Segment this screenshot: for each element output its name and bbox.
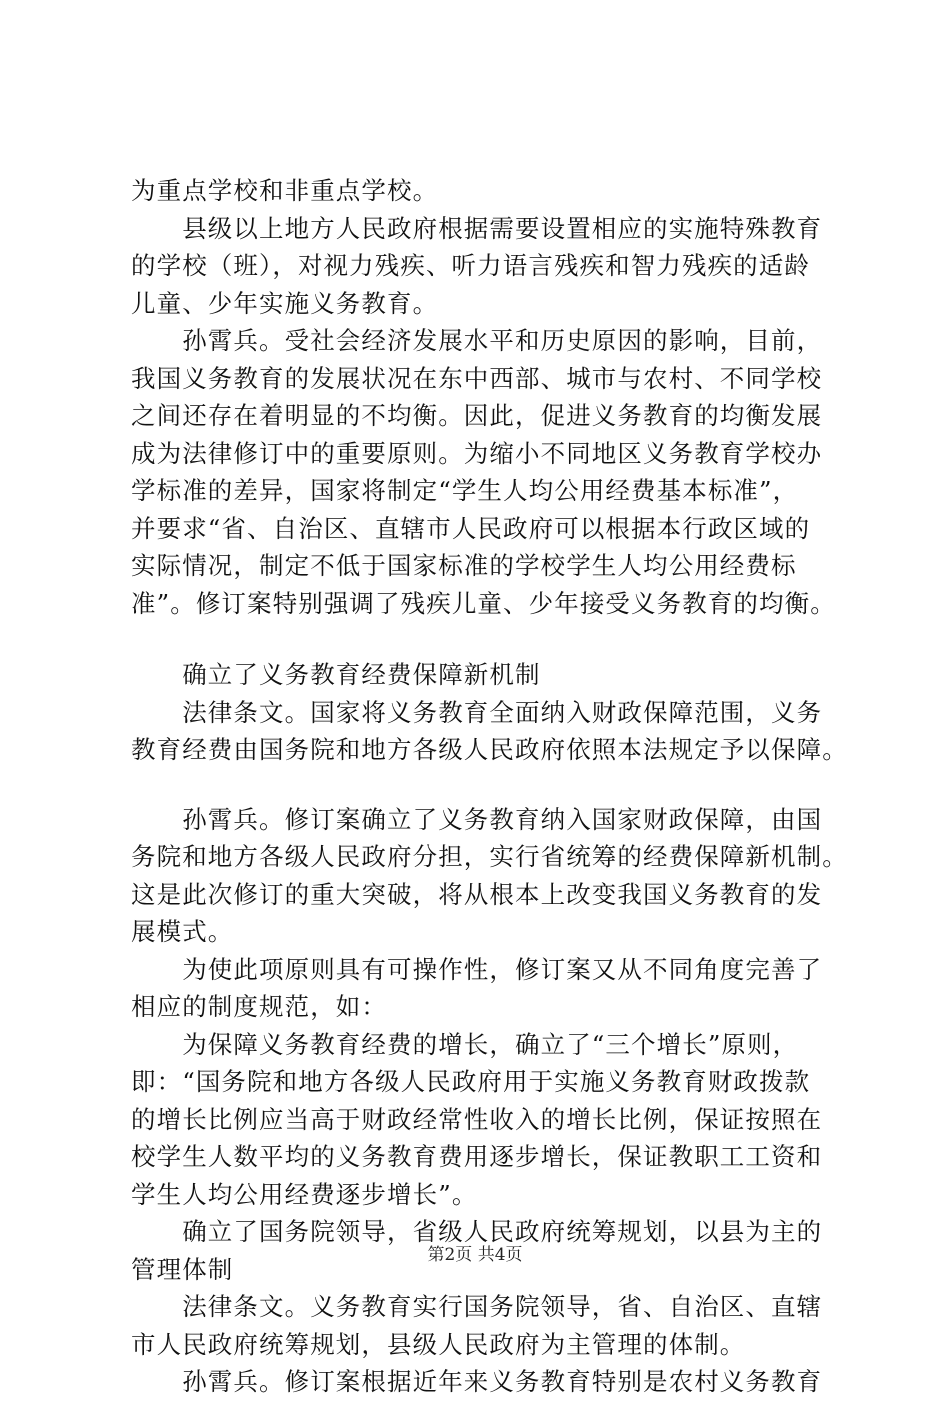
text-line: 务院和地方各级人民政府分担，实行省统筹的经费保障新机制。 bbox=[131, 842, 848, 871]
section-heading: 确立了义务教育经费保障新机制 bbox=[131, 660, 541, 689]
text-line: 儿童、少年实施义务教育。 bbox=[131, 288, 439, 318]
text-line: 为重点学校和非重点学校。 bbox=[131, 176, 439, 205]
text-line: 展模式。 bbox=[131, 917, 234, 946]
text-line: 市人民政府统筹规划，县级人民政府为主管理的体制。 bbox=[131, 1329, 746, 1359]
text-line: 实际情况，制定不低于国家标准的学校学生人均公用经费标 bbox=[131, 551, 797, 580]
text-line: 孙霄兵。修订案根据近年来义务教育特别是农村义务教育 bbox=[131, 1367, 823, 1396]
text-line: 的学校（班），对视力残疾、听力语言残疾和智力残疾的适龄 bbox=[131, 251, 810, 280]
text-line: 为使此项原则具有可操作性，修订案又从不同角度完善了 bbox=[131, 954, 823, 984]
paragraph-gap bbox=[131, 622, 841, 656]
text-line: 县级以上地方人民政府根据需要设置相应的实施特殊教育 bbox=[131, 213, 823, 243]
text-line: 确立了国务院领导，省级人民政府统筹规划，以县为主的 bbox=[131, 1217, 823, 1246]
text-line: 法律条文。义务教育实行国务院领导，省、自治区、直辖 bbox=[131, 1292, 823, 1321]
text-line: 教育经费由国务院和地方各级人民政府依照本法规定予以保障。 bbox=[131, 735, 848, 764]
body-text bbox=[131, 172, 848, 1401]
text-line: 这是此次修订的重大突破，将从根本上改变我国义务教育的发 bbox=[131, 879, 823, 909]
paragraph-gap bbox=[131, 769, 841, 801]
text-line: 准”。修订案特别强调了残疾儿童、少年接受义务教育的均衡。 bbox=[131, 588, 836, 618]
text-line: 成为法律修订中的重要原则。为缩小不同地区义务教育学校办 bbox=[131, 438, 823, 468]
text-line: 为保障义务教育经费的增长，确立了“三个增长”原则， bbox=[131, 1029, 799, 1059]
text-line: 之间还存在着明显的不均衡。因此，促进义务教育的均衡发展 bbox=[131, 401, 823, 430]
text-line: 学生人均公用经费逐步增长”。 bbox=[131, 1179, 478, 1209]
text-line: 的增长比例应当高于财政经常性收入的增长比例，保证按照在 bbox=[131, 1104, 823, 1134]
text-line: 我国义务教育的发展状况在东中西部、城市与农村、不同学校 bbox=[131, 363, 823, 393]
text-line: 法律条文。国家将义务教育全面纳入财政保障范围，义务 bbox=[131, 697, 823, 727]
text-line: 并要求“省、自治区、直辖市人民政府可以根据本行政区域的 bbox=[131, 513, 811, 543]
page-number-footer: 第2页 共4页 bbox=[427, 1245, 523, 1265]
text-line: 管理体制 bbox=[131, 1254, 234, 1284]
text-line: 孙霄兵。受社会经济发展水平和历史原因的影响，目前， bbox=[131, 326, 823, 355]
text-line: 即：“国务院和地方各级人民政府用于实施义务教育财政拨款 bbox=[131, 1067, 811, 1096]
text-line: 校学生人数平均的义务教育费用逐步增长，保证教职工工资和 bbox=[131, 1142, 823, 1171]
text-line: 孙霄兵。修订案确立了义务教育纳入国家财政保障，由国 bbox=[131, 804, 823, 834]
text-line: 相应的制度规范，如： bbox=[131, 992, 387, 1021]
text-line: 学标准的差异，国家将制定“学生人均公用经费基本标准”， bbox=[131, 476, 799, 505]
